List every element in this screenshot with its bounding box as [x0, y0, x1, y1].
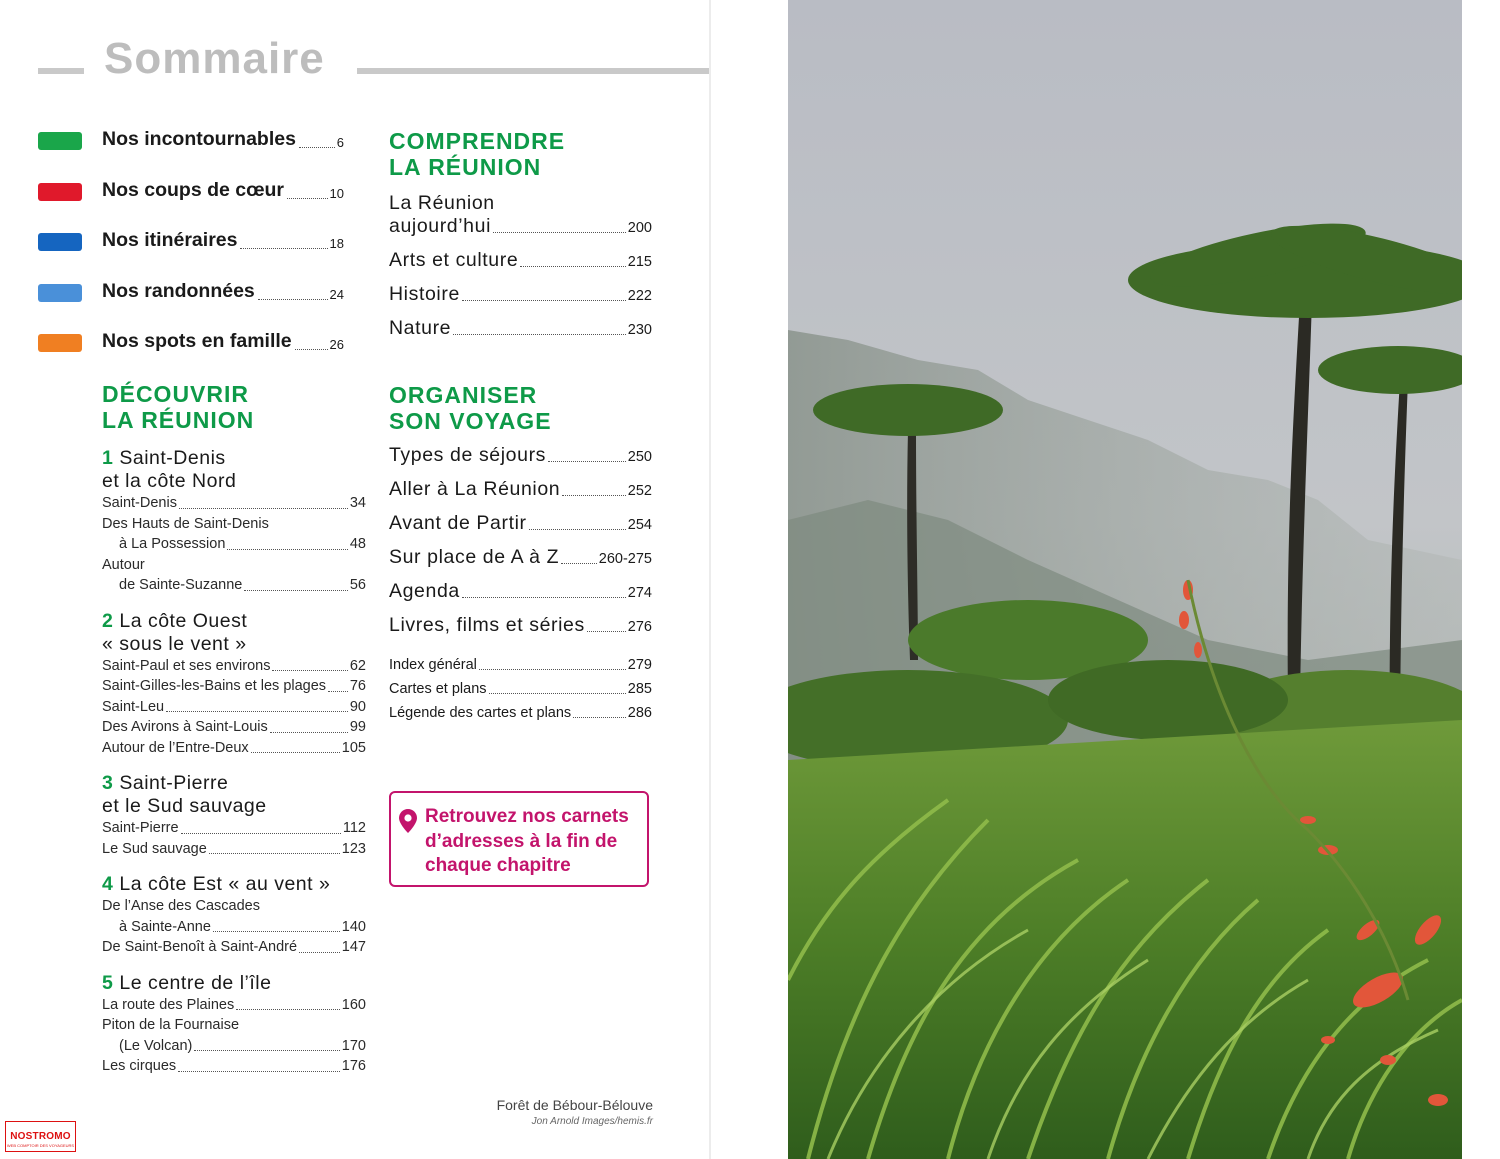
- toc-entry[interactable]: [389, 546, 652, 569]
- highlight-label: Nos coups de cœur: [102, 178, 285, 201]
- entry-label: Agenda: [389, 580, 460, 602]
- dot-leader: [178, 1071, 340, 1072]
- chapter-title-text: Saint-Pierre: [119, 772, 229, 794]
- page-number: 286: [627, 705, 652, 721]
- dot-leader: [561, 563, 597, 564]
- entry-label-line1: La Réunion: [389, 192, 495, 214]
- dot-leader: [179, 508, 348, 509]
- toc-entry[interactable]: [102, 575, 366, 596]
- dot-leader: [213, 931, 340, 932]
- dot-leader: [272, 670, 347, 671]
- color-swatch: [38, 132, 82, 150]
- dot-leader: [493, 232, 626, 233]
- toc-entry[interactable]: [102, 493, 366, 514]
- chapter-title[interactable]: [102, 972, 366, 995]
- entry-label: à Sainte-Anne: [119, 918, 211, 935]
- highlight-label: Nos incontournables: [102, 128, 296, 150]
- entry-label: Sur place de A à Z: [389, 546, 560, 568]
- page-number: 10: [329, 185, 344, 201]
- heading-line: ORGANISER: [389, 382, 538, 408]
- heading-line: LA RÉUNION: [102, 407, 255, 433]
- address-callout: [389, 791, 649, 887]
- nostromo-logo: [5, 1121, 76, 1152]
- dot-leader: [562, 495, 626, 496]
- toc-entry[interactable]: [389, 444, 652, 467]
- chapter-4: [102, 873, 366, 958]
- page-number: 105: [341, 739, 366, 756]
- toc-entry[interactable]: [389, 317, 652, 340]
- entry-label: aujourd’hui: [389, 215, 492, 237]
- page-number: 112: [342, 820, 366, 836]
- toc-entry[interactable]: [389, 283, 652, 306]
- photo-credit: Jon Arnold Images/hemis.fr: [531, 1116, 653, 1127]
- chapter-title-text: Le centre de l’île: [119, 971, 272, 994]
- chapter-number: 1: [102, 447, 114, 469]
- entry-label: à La Possession: [119, 536, 226, 552]
- page-number: 147: [341, 939, 366, 955]
- page-number: 99: [349, 719, 366, 735]
- page-number: 260-275: [598, 551, 652, 567]
- entry-label: Légende des cartes et plans: [389, 705, 572, 721]
- dot-leader: [251, 752, 340, 753]
- page-number: 230: [627, 322, 652, 338]
- chapter-title[interactable]: [102, 772, 366, 795]
- chapter-title-text: La côte Est « au vent »: [119, 873, 331, 895]
- page-number: 250: [627, 449, 652, 465]
- dot-leader: [287, 179, 328, 199]
- heading-line: COMPRENDRE: [389, 128, 566, 154]
- highlight-item[interactable]: [38, 280, 344, 331]
- page-number: 76: [349, 678, 366, 694]
- title-rule-left: [38, 68, 84, 74]
- page-number: 200: [627, 220, 652, 236]
- entry-label: Arts et culture: [389, 249, 519, 271]
- right-column: [389, 128, 652, 725]
- dot-leader: [529, 529, 626, 530]
- dot-leader: [240, 229, 327, 249]
- entry-label: Des Avirons à Saint-Louis: [102, 719, 268, 735]
- toc-entry[interactable]: [102, 717, 366, 738]
- highlight-item[interactable]: [38, 229, 344, 280]
- heading-line: LA RÉUNION: [389, 154, 542, 180]
- index-list: [389, 653, 652, 725]
- chapter-1: [102, 447, 366, 596]
- highlight-item[interactable]: [38, 179, 344, 230]
- chapter-2: [102, 610, 366, 759]
- dot-leader: [299, 952, 340, 953]
- title-rule-right: [357, 68, 709, 74]
- page-number: 140: [341, 918, 366, 935]
- entry-label: de Sainte-Suzanne: [119, 577, 243, 593]
- callout-text: Retrouvez nos carnets d’adresses à la fin de chaque chapitre: [425, 806, 629, 876]
- dot-leader: [462, 597, 626, 598]
- toc-entry[interactable]: [102, 534, 366, 555]
- page-spine: [709, 0, 711, 1159]
- entry-label: La route des Plaines: [102, 996, 235, 1013]
- logo-name: NOSTROMO: [10, 1131, 71, 1142]
- entry-label: Autour de l’Entre-Deux: [102, 739, 249, 756]
- color-swatch: [38, 183, 82, 201]
- toc-entry[interactable]: [389, 249, 652, 272]
- chapter-number: 5: [102, 971, 114, 994]
- entry-label: (Le Volcan): [119, 1037, 193, 1054]
- dot-leader: [209, 853, 340, 854]
- chapter-title-line2: et le Sud sauvage: [102, 795, 267, 817]
- section-heading-understand: [389, 128, 652, 180]
- section-heading: [102, 381, 366, 433]
- chapter-title-text: Saint-Denis: [119, 447, 226, 469]
- toc-entry[interactable]: [102, 676, 366, 697]
- toc-entry[interactable]: [102, 818, 366, 839]
- entry-label: De Saint-Benoît à Saint-André: [102, 939, 298, 955]
- entry-label: Cartes et plans: [389, 681, 487, 697]
- highlight-label: Nos spots en famille: [102, 330, 292, 352]
- page-number: 62: [349, 657, 366, 674]
- toc-entry[interactable]: [389, 653, 652, 677]
- toc-entry[interactable]: [102, 1056, 366, 1077]
- toc-entry[interactable]: [102, 937, 366, 958]
- page-number: 176: [341, 1058, 366, 1074]
- color-swatch: [38, 334, 82, 352]
- highlight-item[interactable]: [38, 330, 344, 381]
- page-number: 90: [349, 698, 366, 715]
- entry-label: Saint-Paul et ses environs: [102, 657, 271, 674]
- dot-leader: [236, 1009, 340, 1010]
- entry-label: Aller à La Réunion: [389, 478, 561, 500]
- dot-leader: [520, 266, 626, 267]
- forest-photo: [788, 0, 1462, 1159]
- page-number: 48: [349, 536, 366, 552]
- entry-label: Saint-Pierre: [102, 820, 179, 836]
- highlight-label: Nos itinéraires: [102, 229, 238, 251]
- forest-illustration: [788, 0, 1462, 1159]
- entry-label: Livres, films et séries: [389, 614, 585, 636]
- toc-entry[interactable]: [102, 917, 366, 938]
- dot-leader: [453, 334, 626, 335]
- entry-label: Le Sud sauvage: [102, 840, 207, 857]
- page-number: 56: [349, 577, 366, 593]
- entry-label-line1: Des Hauts de Saint-Denis: [102, 515, 269, 532]
- entry-label: Nature: [389, 317, 452, 339]
- entry-label-line1: Autour: [102, 556, 145, 573]
- chapter-title-line2: « sous le vent »: [102, 632, 247, 655]
- color-swatch: [38, 233, 82, 251]
- chapter-title[interactable]: [102, 873, 366, 896]
- entry-label-line1: Piton de la Fournaise: [102, 1017, 240, 1033]
- entry-label: Avant de Partir: [389, 512, 527, 534]
- dot-leader: [299, 128, 335, 148]
- dot-leader: [194, 1050, 339, 1051]
- section-heading-organize: [389, 382, 652, 434]
- color-swatch: [38, 284, 82, 302]
- chapter-title-text: La côte Ouest: [119, 609, 248, 632]
- toc-entry[interactable]: [389, 215, 652, 238]
- page-number: 26: [329, 337, 344, 352]
- page-number: 254: [627, 517, 652, 533]
- chapter-number: 3: [102, 772, 114, 794]
- page-number: 6: [336, 135, 344, 150]
- toc-entry[interactable]: [389, 478, 652, 501]
- page-number: 215: [627, 254, 652, 270]
- dot-leader: [166, 711, 348, 712]
- dot-leader: [181, 833, 341, 834]
- toc-entry[interactable]: [102, 1036, 366, 1057]
- chapter-number: 2: [102, 609, 114, 632]
- highlight-label: Nos randonnées: [102, 279, 255, 302]
- entry-label: Index général: [389, 657, 477, 673]
- toc-entry[interactable]: [389, 580, 652, 603]
- dot-leader: [328, 691, 348, 692]
- dot-leader: [587, 631, 626, 632]
- page-number: 279: [627, 657, 652, 673]
- heading-line: DÉCOUVRIR: [102, 381, 250, 407]
- page-number: 18: [329, 236, 344, 251]
- dot-leader: [573, 717, 626, 718]
- toc-entry[interactable]: [389, 614, 652, 637]
- logo-subtitle: WEB COMPTOIR DES VOYAGEURS: [6, 1143, 75, 1148]
- dot-leader: [258, 280, 328, 300]
- entry-label: Types de séjours: [389, 444, 547, 466]
- page-title: Sommaire: [104, 34, 325, 83]
- location-pin-icon: [399, 809, 417, 833]
- page-number: 123: [341, 840, 366, 857]
- entry-label-line1: De l’Anse des Cascades: [102, 898, 260, 914]
- dot-leader: [244, 590, 348, 591]
- toc-entry[interactable]: [389, 677, 652, 701]
- toc-entry[interactable]: [102, 656, 366, 677]
- dot-leader: [295, 330, 328, 350]
- page-number: 252: [627, 483, 652, 499]
- chapter-number: 4: [102, 873, 114, 895]
- page-number: 34: [349, 495, 366, 511]
- page-number: 276: [627, 619, 652, 635]
- toc-entry[interactable]: [102, 995, 366, 1016]
- entry-label: Histoire: [389, 283, 460, 305]
- page-number: 285: [627, 681, 652, 697]
- dot-leader: [227, 549, 347, 550]
- page-number: 170: [341, 1037, 366, 1054]
- heading-line: SON VOYAGE: [389, 408, 552, 434]
- chapter-title-line2: et la côte Nord: [102, 470, 237, 492]
- dot-leader: [270, 732, 348, 733]
- page-number: 222: [627, 288, 652, 304]
- chapter-3: [102, 772, 366, 859]
- entry-label: Saint-Leu: [102, 698, 165, 715]
- page-number: 160: [341, 996, 366, 1013]
- dot-leader: [489, 693, 626, 694]
- photo-caption: [497, 1097, 653, 1127]
- dot-leader: [462, 300, 626, 301]
- toc-entry[interactable]: [389, 701, 652, 725]
- toc-entry[interactable]: [102, 839, 366, 860]
- dot-leader: [479, 669, 626, 670]
- entry-label: Saint-Denis: [102, 495, 177, 511]
- toc-entry[interactable]: [389, 512, 652, 535]
- caption-title: Forêt de Bébour-Bélouve: [496, 1097, 653, 1113]
- toc-entry[interactable]: [102, 738, 366, 759]
- toc-entry[interactable]: [102, 697, 366, 718]
- entry-label: Les cirques: [102, 1058, 177, 1074]
- page-number: 24: [329, 286, 344, 302]
- chapter-title[interactable]: [102, 610, 366, 633]
- page-number: 274: [627, 585, 652, 601]
- highlights-list: [38, 128, 344, 381]
- chapter-title[interactable]: [102, 447, 366, 470]
- dot-leader: [548, 461, 626, 462]
- discover-section: [102, 381, 366, 1077]
- entry-label: Saint-Gilles-les-Bains et les plages: [102, 678, 327, 694]
- chapter-5: [102, 972, 366, 1077]
- highlight-item[interactable]: [38, 128, 344, 179]
